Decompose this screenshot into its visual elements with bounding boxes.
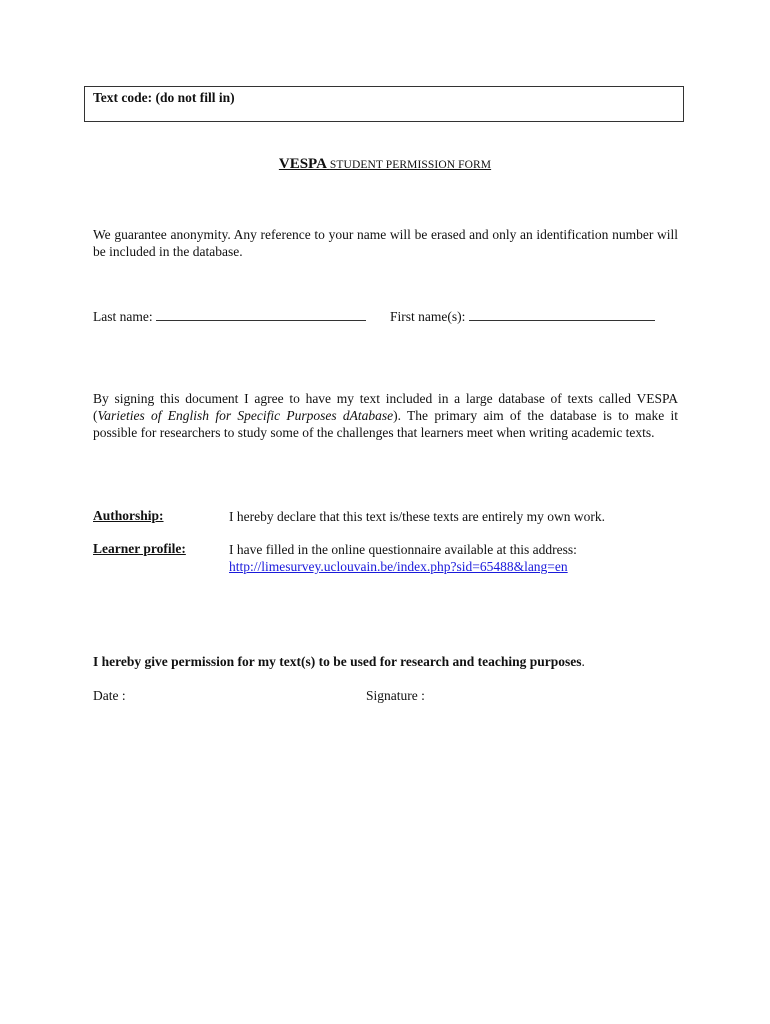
signature-field[interactable]: Signature :: [366, 688, 425, 703]
authorship-label: Authorship:: [93, 508, 164, 523]
learner-profile-text: [229, 541, 678, 575]
text-code-box: [84, 86, 684, 122]
last-name-line[interactable]: [156, 308, 366, 321]
agreement-text-italic: Varieties of English for Specific Purposes dAtabase: [97, 408, 394, 423]
learner-profile-label: Learner profile:: [93, 541, 186, 556]
date-field[interactable]: Date :: [93, 688, 126, 703]
agreement-text-after: ). The primary aim of the database is to make it possible for researchers to study some of the challenges that learners meet when writing academic texts.: [93, 408, 678, 440]
permission-text: I hereby give permission for my text(s) to be used for research and teaching purposes: [93, 654, 582, 669]
text-code-label: Text code: (do not fill in): [93, 90, 235, 105]
first-name-label: First name(s):: [390, 309, 466, 324]
last-name-label: Last name:: [93, 309, 153, 324]
form-title: [0, 156, 770, 173]
authorship-text: I hereby declare that this text is/these texts are entirely my own work.: [229, 509, 606, 524]
first-name-field[interactable]: [390, 308, 655, 325]
learner-profile-description: I have filled in the online questionnaire available at this address:: [229, 542, 577, 557]
first-name-line[interactable]: [469, 308, 655, 321]
agreement-text-before: By signing this document I agree to have my text included in a large database of texts called VESPA (: [93, 391, 678, 423]
agreement-paragraph: [93, 390, 678, 441]
questionnaire-link[interactable]: http://limesurvey.uclouvain.be/index.php?sid=65488&lang=en: [229, 559, 568, 574]
form-title-main: VESPA: [278, 156, 327, 172]
form-title-sub: STUDENT PERMISSION FORM: [329, 159, 492, 171]
permission-period: .: [581, 654, 585, 669]
permission-statement: [93, 654, 585, 670]
last-name-field[interactable]: [93, 308, 366, 325]
anonymity-paragraph: We guarantee anonymity. Any reference to your name will be erased and only an identification number will be included in the database.: [93, 227, 678, 259]
